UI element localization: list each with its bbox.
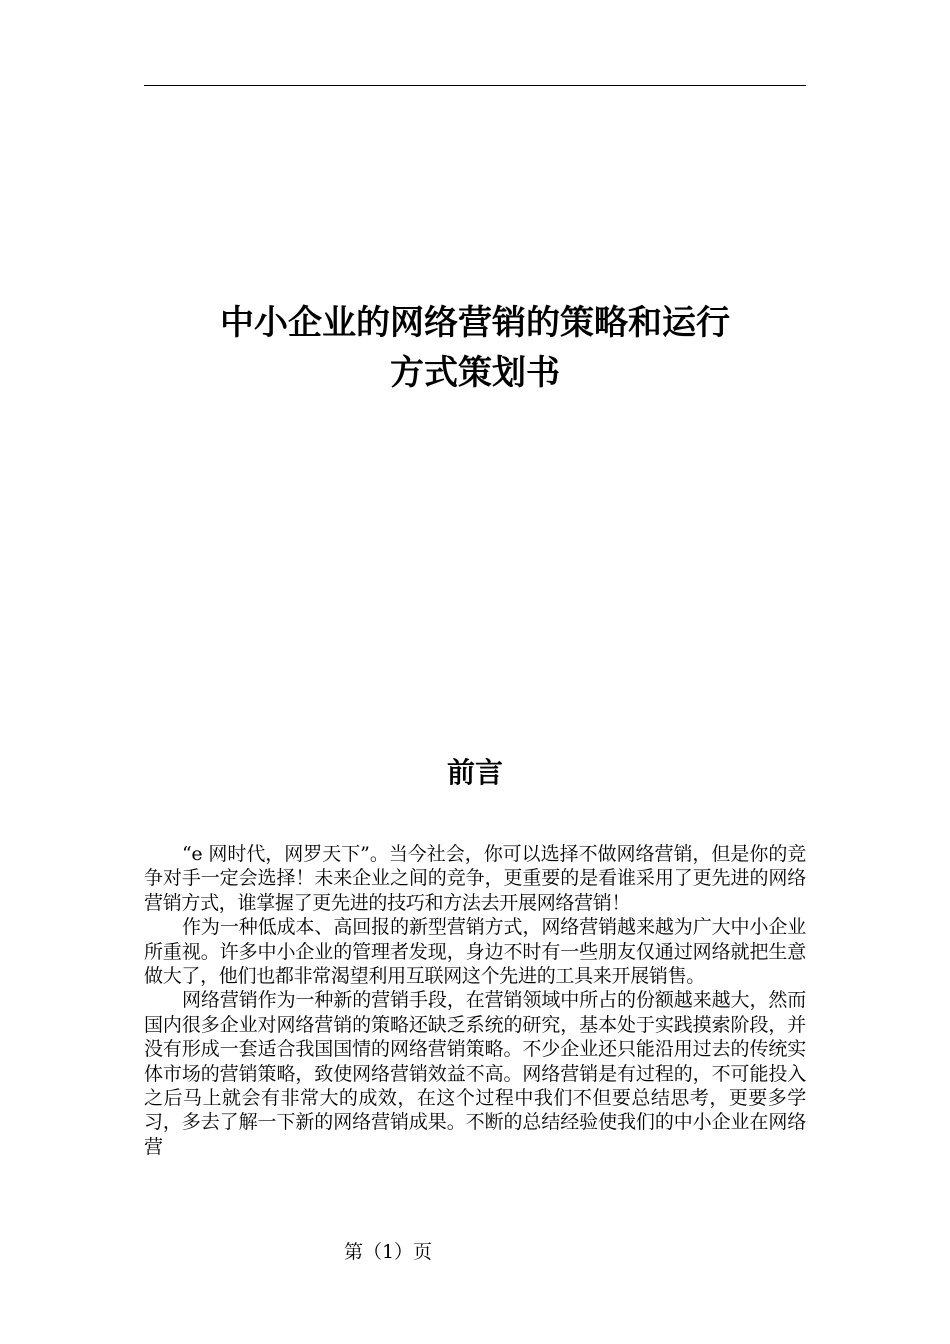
section-heading-preface: 前言 (446, 756, 503, 789)
document-title-line-2: 方式策划书 (390, 353, 560, 393)
document-title (144, 298, 806, 398)
preface-body (144, 842, 806, 1159)
page-number-footer: 第（1）页 (343, 1241, 433, 1263)
paragraph: 网络营销作为一种新的营销手段，在营销领域中所占的份额越来越大，然而国内很多企业对网络营销的策略还缺乏系统的研究，基本处于实践摸索阶段，并没有形成一套适合我国国情的网络营销策略。不少企业还只能沿用过去的传统实体市场的营销策略，致使网络营销效益不高。网络营销是有过程的，不可能投入之后马上就会有非常大的成效，在这个过程中我们不但要总结思考，更要多学习，多去了解一下新的网络营销成果。不断的总结经验使我们的中小企业在网络营 (144, 989, 806, 1158)
paragraph: “e 网时代，网罗天下”。当今社会，你可以选择不做网络营销，但是你的竞争对手一定会选择！未来企业之间的竞争，更重要的是看谁采用了更先进的网络营销方式，谁掌握了更先进的技巧和方法去开展网络营销！ (144, 843, 806, 914)
header-rule (144, 85, 806, 86)
paragraph: 作为一种低成本、高回报的新型营销方式，网络营销越来越为广大中小企业所重视。许多中小企业的管理者发现，身边不时有一些朋友仅通过网络就把生意做大了，他们也都非常渴望利用互联网这个先进的工具来开展销售。 (144, 916, 806, 988)
document-title-line-1: 中小企业的网络营销的策略和运行 (220, 303, 730, 343)
